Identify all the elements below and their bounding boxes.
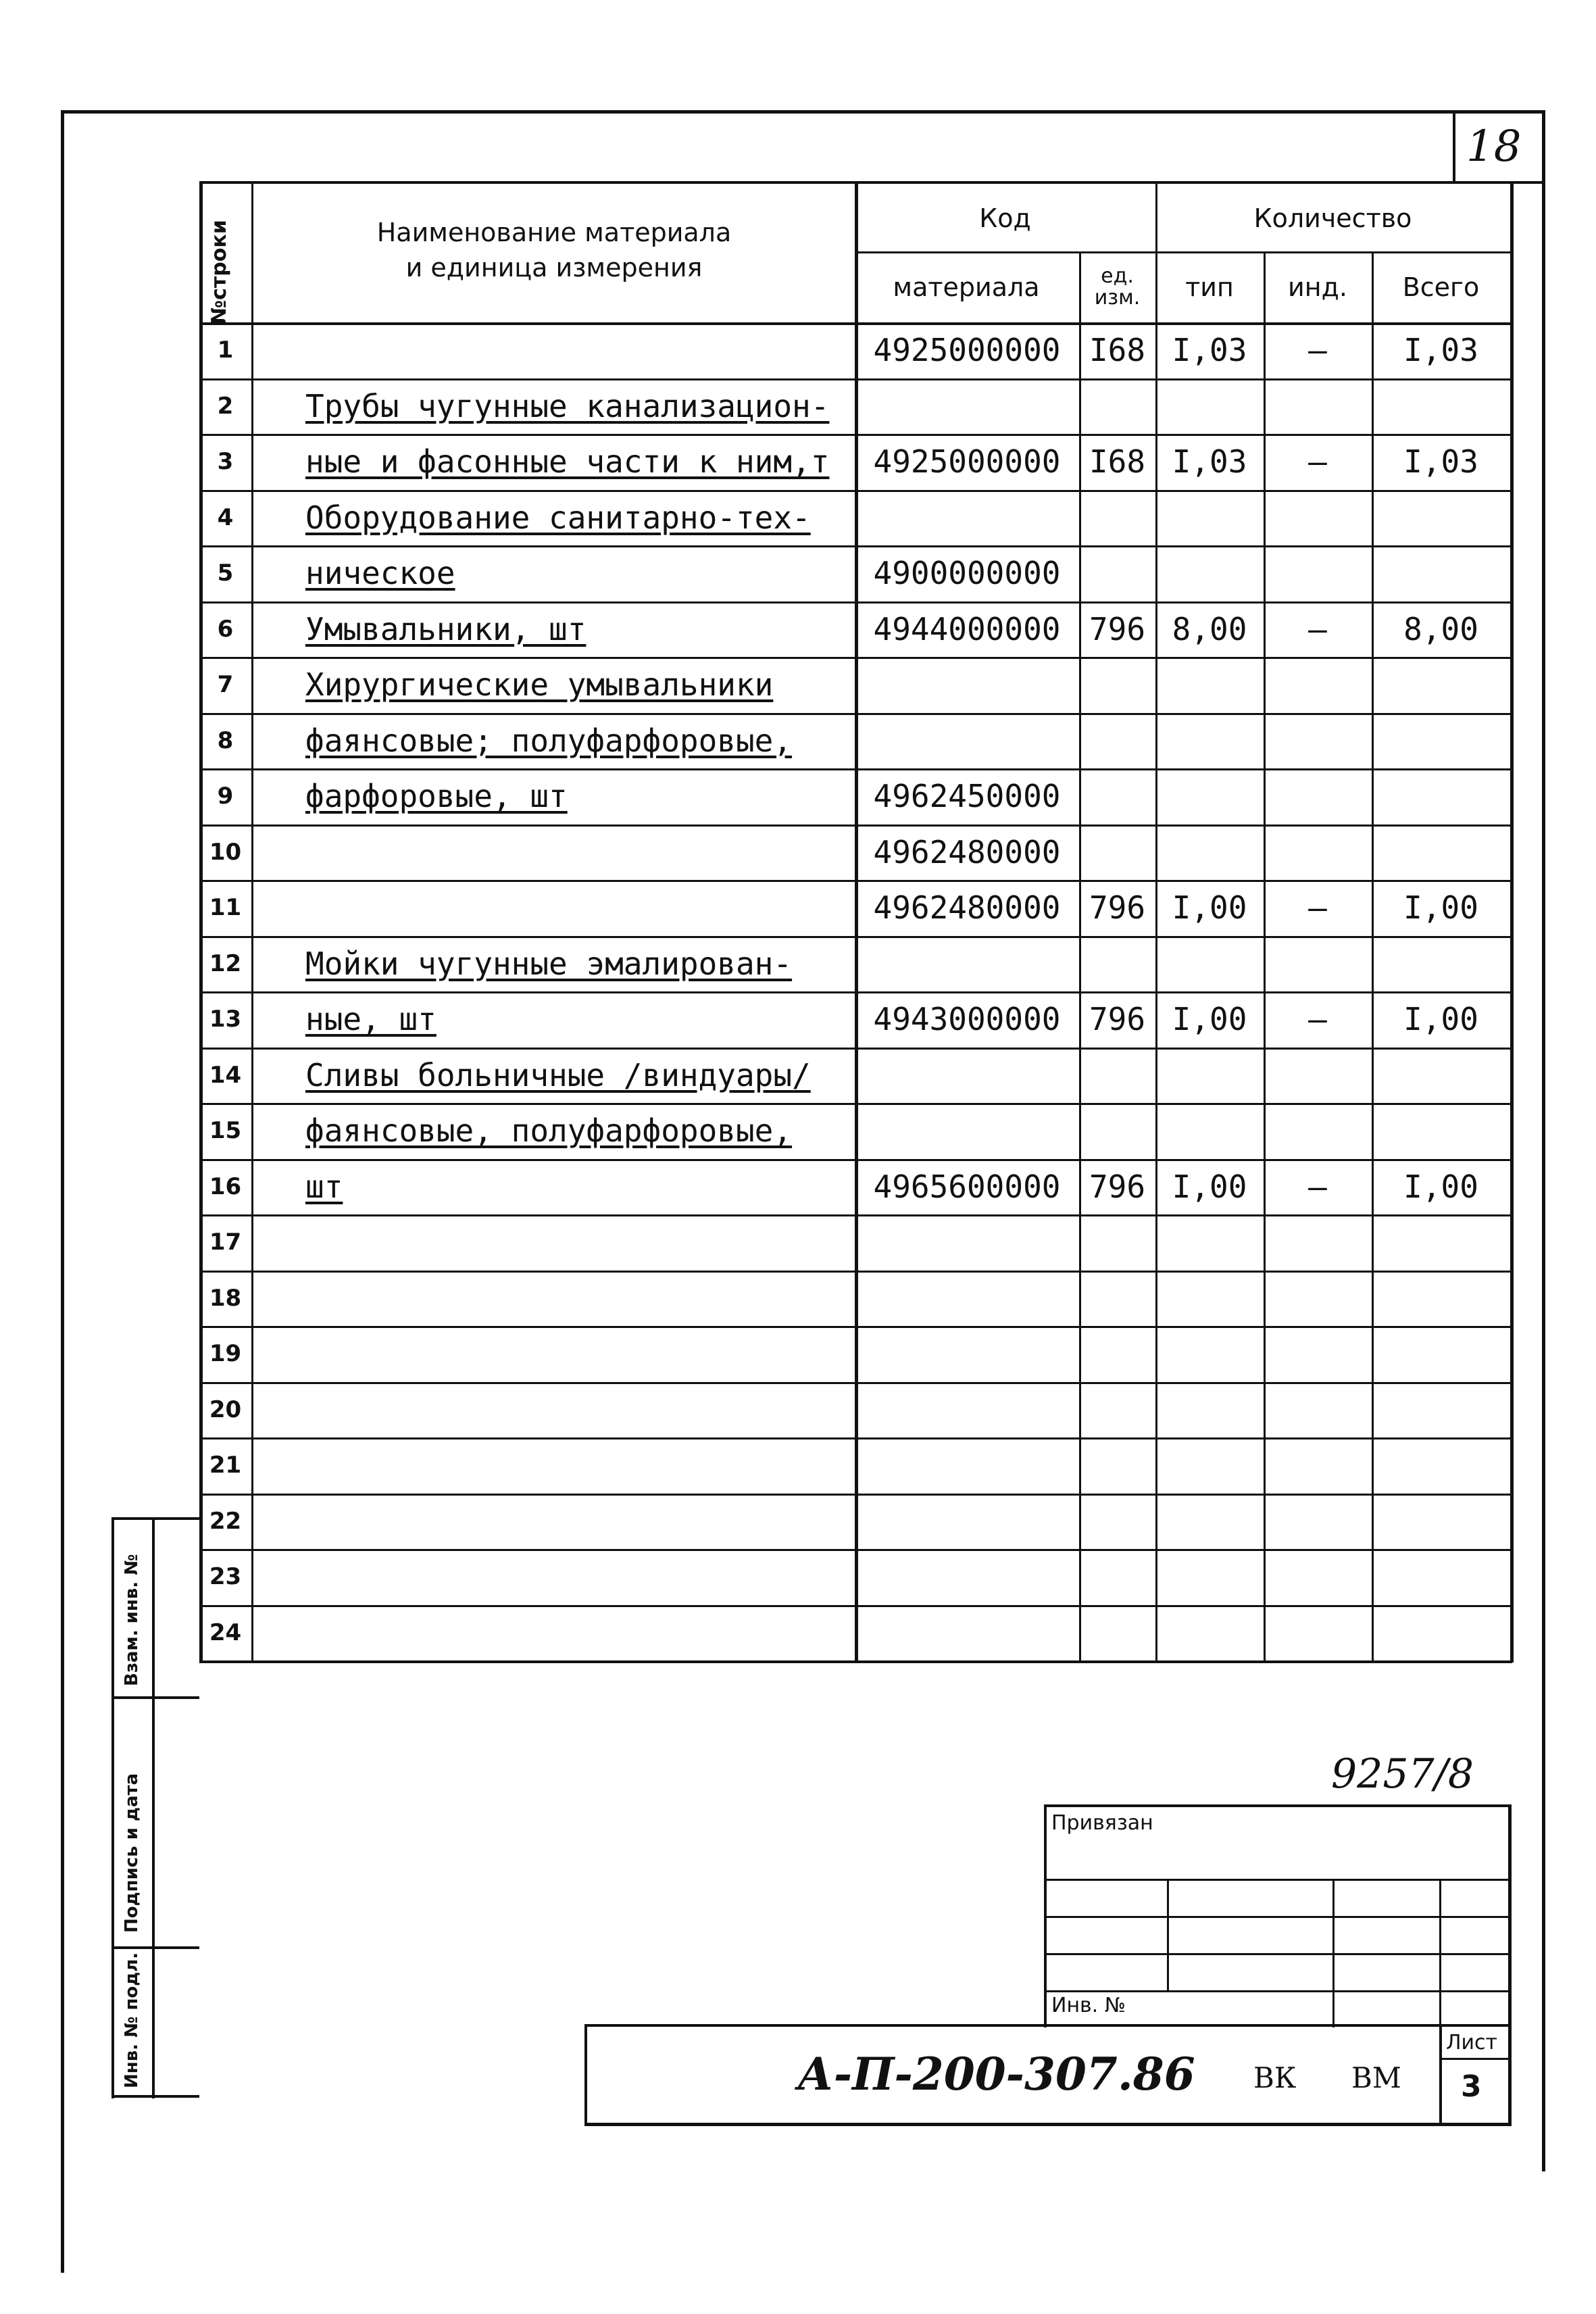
cell-n: 10 bbox=[209, 838, 242, 866]
cell-name bbox=[305, 1327, 855, 1381]
stamp-list-left bbox=[1439, 2024, 1442, 2125]
cell-code bbox=[855, 714, 1079, 768]
cell-ind bbox=[1264, 1550, 1372, 1604]
cell-ind: – bbox=[1308, 1001, 1327, 1038]
cell-unit: 796 bbox=[1089, 1001, 1146, 1038]
cell-total bbox=[1372, 1049, 1510, 1102]
side-box-sep1 bbox=[111, 1696, 199, 1699]
cell-ind bbox=[1264, 1495, 1372, 1548]
cell-unit: 796 bbox=[1089, 889, 1146, 927]
cell-n: 13 bbox=[209, 1006, 242, 1033]
cell-code: 4962480000 bbox=[873, 889, 1061, 927]
cell-total bbox=[1372, 658, 1510, 712]
side-box-sep2 bbox=[111, 1946, 199, 1949]
side-box-top bbox=[111, 1517, 199, 1520]
stamp-list-sep bbox=[1439, 2058, 1510, 2060]
cell-n: 2 bbox=[217, 392, 234, 420]
cell-code bbox=[855, 1439, 1079, 1492]
col-line bbox=[251, 181, 253, 1663]
cell-type bbox=[1155, 937, 1264, 991]
cell-code: 4925000000 bbox=[873, 332, 1061, 369]
cell-name: Оборудование санитарно-тех- bbox=[305, 499, 811, 536]
cell-name: фаянсовые; полуфарфоровые, bbox=[305, 722, 793, 759]
cell-ind bbox=[1264, 491, 1372, 545]
cell-name bbox=[305, 1216, 855, 1269]
cell-ind bbox=[1264, 1104, 1372, 1158]
header-total: Всего bbox=[1402, 272, 1480, 302]
cell-n: 15 bbox=[209, 1117, 242, 1145]
cell-unit bbox=[1079, 1439, 1155, 1492]
cell-ind bbox=[1264, 1327, 1372, 1381]
cell-unit bbox=[1079, 1495, 1155, 1548]
cell-ind bbox=[1264, 1383, 1372, 1437]
stamp-top bbox=[1044, 1804, 1510, 1807]
col-line bbox=[1510, 181, 1514, 1663]
cell-code bbox=[855, 1606, 1079, 1660]
cell-total: I,03 bbox=[1403, 443, 1478, 481]
cell-ind bbox=[1264, 380, 1372, 433]
stamp-privyazan: Привязан bbox=[1051, 1811, 1153, 1835]
cell-ind: – bbox=[1308, 610, 1327, 647]
cell-total: I,00 bbox=[1403, 1168, 1478, 1205]
cell-code: 4900000000 bbox=[873, 555, 1061, 592]
header-name-line2: и единица измерения bbox=[405, 253, 703, 282]
cell-type bbox=[1155, 547, 1264, 600]
header-ind: инд. bbox=[1288, 272, 1347, 302]
cell-n: 20 bbox=[209, 1396, 242, 1423]
cell-total bbox=[1372, 770, 1510, 823]
cell-total bbox=[1372, 714, 1510, 768]
cell-n: 9 bbox=[217, 783, 234, 810]
cell-unit bbox=[1079, 491, 1155, 545]
cell-n: 3 bbox=[217, 448, 234, 476]
cell-unit: I68 bbox=[1089, 443, 1146, 481]
cell-name: Трубы чугунные канализацион- bbox=[305, 387, 830, 424]
cell-type bbox=[1155, 380, 1264, 433]
cell-type bbox=[1155, 1216, 1264, 1269]
cell-unit bbox=[1079, 380, 1155, 433]
cell-total bbox=[1372, 491, 1510, 545]
cell-total bbox=[1372, 1606, 1510, 1660]
side-box-bottom bbox=[111, 2095, 199, 2098]
cell-type: I,00 bbox=[1172, 1001, 1247, 1038]
cell-total bbox=[1372, 1272, 1510, 1325]
cell-n: 17 bbox=[209, 1229, 242, 1256]
cell-name: фарфоровые, шт bbox=[305, 778, 568, 815]
cell-code bbox=[855, 1049, 1079, 1102]
cell-code bbox=[855, 1550, 1079, 1604]
cell-ind bbox=[1264, 1216, 1372, 1269]
cell-unit bbox=[1079, 547, 1155, 600]
cell-unit bbox=[1079, 714, 1155, 768]
stamp-list-label: Лист bbox=[1446, 2031, 1498, 2054]
cell-unit bbox=[1079, 770, 1155, 823]
cell-type bbox=[1155, 491, 1264, 545]
header-quantity: Количество bbox=[1253, 203, 1412, 233]
side-label-podpis: Подпись и дата bbox=[122, 1773, 142, 1933]
cell-total bbox=[1372, 1439, 1510, 1492]
cell-unit: I68 bbox=[1089, 332, 1146, 369]
header-unit: ед. изм. bbox=[1094, 264, 1141, 310]
cell-type bbox=[1155, 1439, 1264, 1492]
cell-total bbox=[1372, 1495, 1510, 1548]
cell-name: фаянсовые, полуфарфоровые, bbox=[305, 1112, 793, 1150]
stamp-inv-no: Инв. № bbox=[1051, 1994, 1126, 2017]
stamp-v3 bbox=[1439, 1879, 1441, 2027]
cell-code bbox=[855, 1327, 1079, 1381]
cell-total bbox=[1372, 937, 1510, 991]
cell-name bbox=[305, 1439, 855, 1492]
header-code: Код bbox=[979, 203, 1031, 233]
cell-type bbox=[1155, 1606, 1264, 1660]
cell-code: 4943000000 bbox=[873, 1001, 1061, 1038]
cell-code: 4944000000 bbox=[873, 610, 1061, 647]
cell-total: I,00 bbox=[1403, 1001, 1478, 1038]
cell-ind bbox=[1264, 547, 1372, 600]
cell-total bbox=[1372, 547, 1510, 600]
cell-code bbox=[855, 1495, 1079, 1548]
cell-code bbox=[855, 1383, 1079, 1437]
stamp-doc-code: А-П-200-307.86 bbox=[797, 2048, 1195, 2100]
cell-type bbox=[1155, 1049, 1264, 1102]
header-name bbox=[253, 203, 855, 297]
cell-type bbox=[1155, 770, 1264, 823]
cell-name: ническое bbox=[305, 555, 455, 592]
cell-n: 5 bbox=[217, 560, 234, 587]
cell-type bbox=[1155, 658, 1264, 712]
stamp-number: 9257/8 bbox=[1331, 1750, 1474, 1798]
cell-type bbox=[1155, 1104, 1264, 1158]
cell-n: 4 bbox=[217, 503, 234, 531]
cell-name bbox=[305, 1495, 855, 1548]
cell-unit bbox=[1079, 1216, 1155, 1269]
stamp-vm: ВМ bbox=[1351, 2061, 1401, 2094]
cell-type: 8,00 bbox=[1172, 610, 1247, 647]
cell-ind: – bbox=[1308, 889, 1327, 927]
cell-type: I,03 bbox=[1172, 332, 1247, 369]
cell-type bbox=[1155, 1550, 1264, 1604]
cell-name bbox=[305, 1606, 855, 1660]
cell-code bbox=[855, 380, 1079, 433]
header-name-line1: Наименование материала bbox=[376, 218, 732, 247]
cell-type bbox=[1155, 714, 1264, 768]
cell-type bbox=[1155, 1327, 1264, 1381]
header-material: материала bbox=[893, 272, 1040, 302]
cell-name: ные, шт bbox=[305, 1001, 437, 1038]
stamp-vk: ВК bbox=[1253, 2061, 1297, 2094]
cell-code: 4962480000 bbox=[873, 833, 1061, 870]
cell-type bbox=[1155, 826, 1264, 879]
cell-code: 4925000000 bbox=[873, 443, 1061, 481]
cell-n: 12 bbox=[209, 950, 242, 977]
header-row-no: №строки bbox=[207, 220, 231, 324]
cell-name bbox=[305, 324, 855, 377]
cell-name bbox=[305, 826, 855, 879]
stamp-list-no: 3 bbox=[1461, 2069, 1482, 2104]
cell-name: Хирургические умывальники bbox=[305, 666, 774, 704]
cell-unit bbox=[1079, 937, 1155, 991]
cell-type bbox=[1155, 1495, 1264, 1548]
cell-code bbox=[855, 1104, 1079, 1158]
frame-top bbox=[61, 110, 1544, 114]
cell-ind: – bbox=[1308, 332, 1327, 369]
cell-code: 4965600000 bbox=[873, 1168, 1061, 1205]
cell-type: I,03 bbox=[1172, 443, 1247, 481]
cell-ind bbox=[1264, 826, 1372, 879]
cell-name: шт bbox=[305, 1168, 343, 1205]
cell-total bbox=[1372, 1104, 1510, 1158]
cell-unit bbox=[1079, 658, 1155, 712]
cell-ind bbox=[1264, 658, 1372, 712]
cell-code bbox=[855, 1216, 1079, 1269]
sheet-mark: 18 bbox=[1466, 122, 1522, 172]
cell-n: 19 bbox=[209, 1340, 242, 1368]
cell-name: Умывальники, шт bbox=[305, 610, 587, 647]
cell-name bbox=[305, 1550, 855, 1604]
cell-n: 14 bbox=[209, 1061, 242, 1089]
cell-code bbox=[855, 491, 1079, 545]
stamp-big-top bbox=[584, 2024, 1510, 2027]
cell-name bbox=[305, 1272, 855, 1325]
cell-ind bbox=[1264, 1606, 1372, 1660]
side-box-left bbox=[111, 1517, 114, 2098]
cell-ind bbox=[1264, 1049, 1372, 1102]
frame-right bbox=[1542, 110, 1545, 2171]
cell-unit bbox=[1079, 1272, 1155, 1325]
cell-total bbox=[1372, 1550, 1510, 1604]
stamp-big-bottom bbox=[584, 2123, 1512, 2126]
cell-ind bbox=[1264, 937, 1372, 991]
table-bottom-line bbox=[199, 1660, 1512, 1663]
cell-unit bbox=[1079, 1049, 1155, 1102]
cell-unit bbox=[1079, 1104, 1155, 1158]
cell-unit bbox=[1079, 1327, 1155, 1381]
cell-unit: 796 bbox=[1089, 610, 1146, 647]
side-box-mid bbox=[152, 1517, 155, 2098]
cell-total bbox=[1372, 1327, 1510, 1381]
cell-total: I,00 bbox=[1403, 889, 1478, 927]
cell-type bbox=[1155, 1383, 1264, 1437]
cell-unit bbox=[1079, 826, 1155, 879]
cell-unit bbox=[1079, 1550, 1155, 1604]
cell-ind bbox=[1264, 1272, 1372, 1325]
cell-ind bbox=[1264, 714, 1372, 768]
cell-n: 16 bbox=[209, 1173, 242, 1200]
cell-total bbox=[1372, 380, 1510, 433]
cell-total bbox=[1372, 1216, 1510, 1269]
cell-name: Мойки чугунные эмалирован- bbox=[305, 945, 793, 982]
cell-total: 8,00 bbox=[1403, 610, 1478, 647]
cell-name: Сливы больничные /виндуары/ bbox=[305, 1056, 811, 1093]
cell-total: I,03 bbox=[1403, 332, 1478, 369]
cell-n: 8 bbox=[217, 727, 234, 754]
cell-code: 4962450000 bbox=[873, 778, 1061, 815]
cell-name bbox=[305, 1383, 855, 1437]
frame-left bbox=[61, 110, 64, 2273]
cell-ind: – bbox=[1308, 443, 1327, 481]
cell-n: 7 bbox=[217, 671, 234, 699]
cell-name: ные и фасонные части к ним,т bbox=[305, 443, 830, 481]
side-label-inv-podl: Инв. № подл. bbox=[122, 1952, 142, 2088]
cell-unit bbox=[1079, 1606, 1155, 1660]
stamp-big-left bbox=[584, 2024, 587, 2125]
cell-ind: – bbox=[1308, 1168, 1327, 1205]
cell-total bbox=[1372, 826, 1510, 879]
cell-n: 22 bbox=[209, 1507, 242, 1535]
cell-n: 11 bbox=[209, 894, 242, 922]
cell-ind bbox=[1264, 770, 1372, 823]
cell-type: I,00 bbox=[1172, 1168, 1247, 1205]
cell-code bbox=[855, 937, 1079, 991]
cell-unit: 796 bbox=[1089, 1168, 1146, 1205]
sheet-mark-box-left bbox=[1453, 110, 1455, 183]
cell-n: 24 bbox=[209, 1619, 242, 1646]
cell-n: 6 bbox=[217, 615, 234, 643]
cell-n: 21 bbox=[209, 1452, 242, 1479]
cell-n: 23 bbox=[209, 1563, 242, 1591]
cell-type: I,00 bbox=[1172, 889, 1247, 927]
cell-unit bbox=[1079, 1383, 1155, 1437]
cell-name bbox=[305, 881, 855, 935]
header-type: тип bbox=[1185, 272, 1234, 302]
cell-code bbox=[855, 658, 1079, 712]
cell-code bbox=[855, 1272, 1079, 1325]
side-label-zam-inv: Взам. инв. № bbox=[122, 1554, 142, 1686]
cell-ind bbox=[1264, 1439, 1372, 1492]
cell-n: 18 bbox=[209, 1284, 242, 1312]
cell-n: 1 bbox=[217, 337, 234, 364]
stamp-v2 bbox=[1332, 1879, 1335, 2027]
cell-total bbox=[1372, 1383, 1510, 1437]
stamp-v1 bbox=[1167, 1879, 1169, 1990]
cell-type bbox=[1155, 1272, 1264, 1325]
stamp-right bbox=[1508, 1804, 1512, 2125]
